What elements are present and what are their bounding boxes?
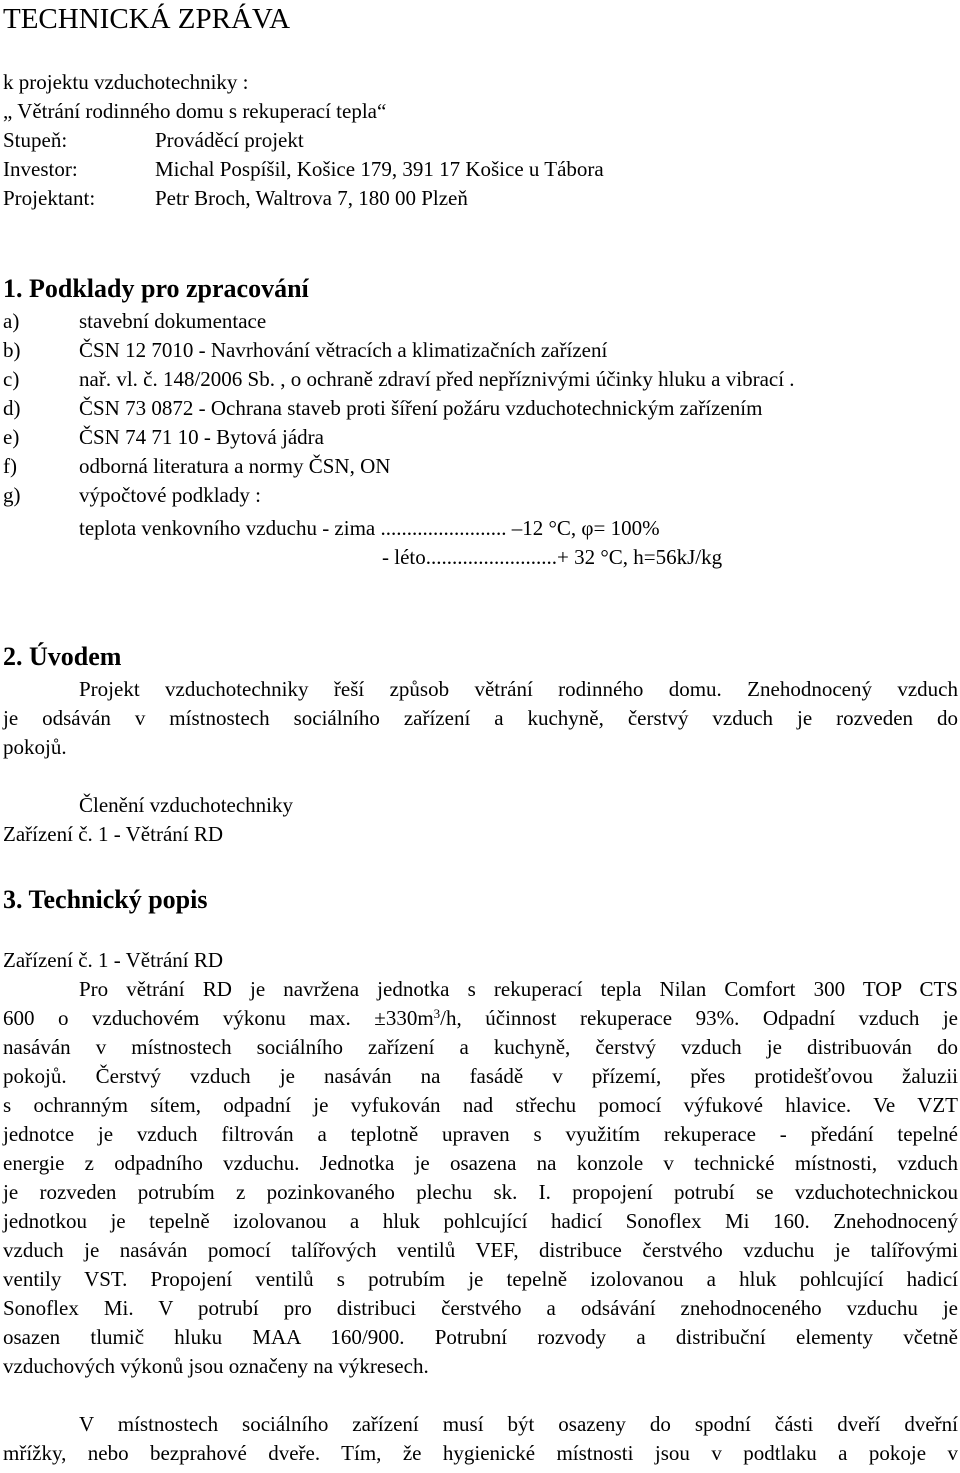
section3-device: Zařízení č. 1 - Větrání RD xyxy=(3,948,224,972)
document-title: TECHNICKÁ ZPRÁVA xyxy=(3,3,291,35)
list-text: výpočtové podklady : xyxy=(79,483,261,507)
list-key: a) xyxy=(3,309,20,333)
intro-paragraph-line: pokojů. xyxy=(3,735,67,759)
list-text: ČSN 74 71 10 - Bytová jádra xyxy=(79,425,324,449)
list-key: g) xyxy=(3,483,21,507)
description-line: jednotce je vzduch filtrován a teplotně upraven s využitím rekuperace - předání tepelné xyxy=(3,1122,958,1146)
list-key: e) xyxy=(3,425,20,449)
list-item xyxy=(3,308,266,334)
intro-paragraph-line: je odsáván v místnostech sociálního zařízení a kuchyně, čerstvý vzduch je rozveden do xyxy=(3,706,958,730)
description-line: nasáván v místnostech sociálního zařízení a kuchyně, čerstvý vzduch je distribuován do xyxy=(3,1035,958,1059)
header-label: Projektant: xyxy=(3,186,96,210)
project-name: „ Větrání rodinného domu s rekuperací tepla“ xyxy=(3,99,387,123)
list-key: b) xyxy=(3,338,21,362)
calc-winter: teplota venkovního vzduchu - zima ........................ –12 °C, φ= 100% xyxy=(79,516,660,540)
description-line: Pro větrání RD je navržena jednotka s rekuperací tepla Nilan Comfort 300 TOP CTS xyxy=(79,977,958,1001)
description-line: jednotkou je tepelně izolovanou a hluk pohlcující hadicí Sonoflex Mi 160. Znehodnocený xyxy=(3,1209,958,1233)
description2-line: V místnostech sociálního zařízení musí být osazeny do spodní části dveří dveřní xyxy=(79,1412,958,1436)
description-line-capacity xyxy=(3,1005,958,1031)
project-line: k projektu vzduchotechniky : xyxy=(3,70,249,94)
list-item xyxy=(3,424,324,450)
calc-summer: - léto.........................+ 32 °C, h=56kJ/kg xyxy=(382,545,723,569)
list-item xyxy=(3,482,261,508)
list-text: ČSN 12 7010 - Navrhování větracích a klimatizačních zařízení xyxy=(79,338,608,362)
list-text: nař. vl. č. 148/2006 Sb. , o ochraně zdraví před nepříznivými účinky hluku a vibrací . xyxy=(79,367,795,391)
list-key: f) xyxy=(3,454,17,478)
section1-heading: 1. Podklady pro zpracování xyxy=(3,274,309,303)
list-text: odborná literatura a normy ČSN, ON xyxy=(79,454,391,478)
capacity-text: 600 o vzduchovém výkonu max. ±330m xyxy=(3,1006,434,1030)
capacity-rest: /h, účinnost rekuperace 93%. Odpadní vzduch je xyxy=(440,1006,958,1030)
list-key: d) xyxy=(3,396,21,420)
description-line: vzduch je nasáván pomocí talířových ventilů VEF, distribuce čerstvého vzduchu je talířovými xyxy=(3,1238,958,1262)
list-item xyxy=(3,366,795,392)
header-row-investor xyxy=(3,156,604,182)
list-item xyxy=(3,337,607,363)
header-row-stage xyxy=(3,127,304,153)
description-line: vzduchových výkonů jsou označeny na výkresech. xyxy=(3,1354,429,1378)
description-line: Sonoflex Mi. V potrubí pro distribuci čerstvého a odsávání znehodnoceného vzduchu je xyxy=(3,1296,958,1320)
section2-device: Zařízení č. 1 - Větrání RD xyxy=(3,822,224,846)
description-line: pokojů. Čerstvý vzduch je nasáván na fasádě v přízemí, přes protidešťovou žaluzii xyxy=(3,1064,958,1088)
description-line: ventily VST. Propojení ventilů s potrubím je tepelně izolovanou a hluk pohlcující hadicí xyxy=(3,1267,958,1291)
header-label: Stupeň: xyxy=(3,128,68,152)
list-text: ČSN 73 0872 - Ochrana staveb proti šíření požáru vzduchotechnickým zařízením xyxy=(79,396,763,420)
description-line: osazen tlumič hluku MAA 160/900. Potrubní rozvody a distribuční elementy včetně xyxy=(3,1325,958,1349)
description2-line: mřížky, nebo bezprahové dveře. Tím, že hygienické místnosti jsou v podtlaku a pokoje v xyxy=(3,1441,958,1465)
section3-heading: 3. Technický popis xyxy=(3,885,208,914)
list-key: c) xyxy=(3,367,20,391)
header-value: Prováděcí projekt xyxy=(155,128,304,152)
header-value: Michal Pospíšil, Košice 179, 391 17 Košice u Tábora xyxy=(155,157,604,181)
header-value: Petr Broch, Waltrova 7, 180 00 Plzeň xyxy=(155,186,468,210)
section2-heading: 2. Úvodem xyxy=(3,642,122,671)
description-line: s ochranným sítem, odpadní je vyfukován nad střechu pomocí výfukové hlavice. Ve VZT xyxy=(3,1093,958,1117)
header-label: Investor: xyxy=(3,157,78,181)
description-line: energie z odpadního vzduchu. Jednotka je osazena na konzole v technické místnosti, vzduch xyxy=(3,1151,958,1175)
list-text: stavební dokumentace xyxy=(79,309,267,333)
intro-paragraph-line: Projekt vzduchotechniky řeší způsob větrání rodinného domu. Znehodnocený vzduch xyxy=(79,677,958,701)
list-item xyxy=(3,453,390,479)
section2-subheading: Členění vzduchotechniky xyxy=(79,793,294,817)
header-row-designer xyxy=(3,185,468,211)
list-item xyxy=(3,395,762,421)
superscript-3: 3 xyxy=(433,1006,441,1021)
description-line: je rozveden potrubím z pozinkovaného plechu sk. I. propojení potrubí se vzduchotechnickou xyxy=(3,1180,958,1204)
